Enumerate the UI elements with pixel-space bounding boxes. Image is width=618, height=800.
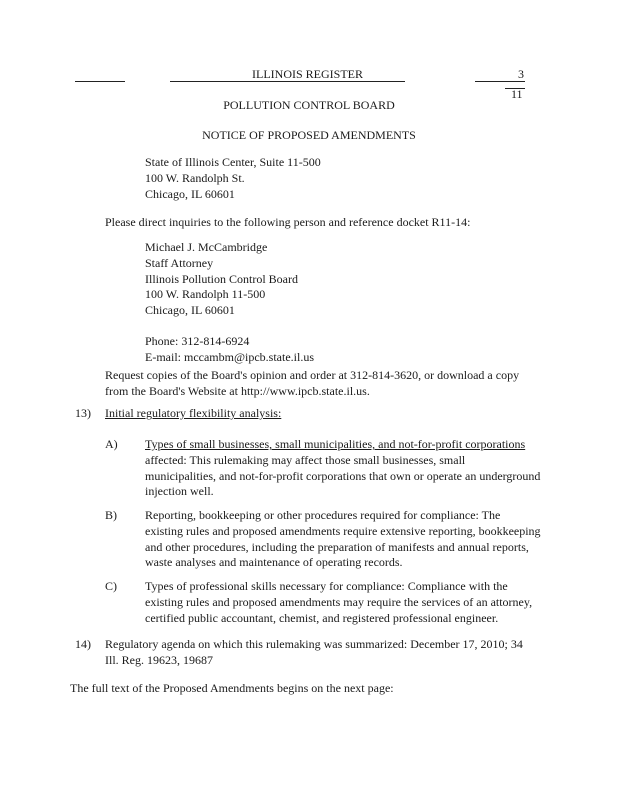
page-number: 3 [518,67,524,81]
item-b-text [145,508,541,571]
item-line: Types of professional skills necessary for compliance: Compliance with the [145,579,508,593]
section-13-number: 13) [75,406,91,420]
item-line: waste analyses and maintenance of operating records. [145,555,403,570]
contact-title: Staff Attorney [145,255,214,270]
item-c-text [145,579,532,626]
item-line: affected: This rulemaking may affect those small businesses, small [145,452,466,467]
item-b-label: B) [105,508,117,522]
item-a-label: A) [105,437,118,451]
notice-title: NOTICE OF PROPOSED AMENDMENTS [202,128,416,142]
header-rule-left [75,81,125,82]
section-13-title: Initial regulatory flexibility analysis: [105,406,282,420]
address-block [145,155,321,202]
contact-block [145,240,314,366]
item-line: Types of small businesses, small municipalities, and not-for-profit corporations [145,437,526,451]
contact-city: Chicago, IL 60601 [145,303,235,318]
contact-phone: Phone: 312-814-6924 [145,333,250,348]
contact-org: Illinois Pollution Control Board [145,271,299,286]
issue-number: 11 [511,87,523,101]
agency-title: POLLUTION CONTROL BOARD [223,98,395,112]
section-14-number: 14) [75,637,91,651]
section-14-line: Regulatory agenda on which this rulemaking was summarized: December 17, 2010; 34 [105,637,523,651]
contact-name: Michael J. McCambridge [145,240,268,254]
item-line: municipalities, and not-for-profit corporations that own or operate an underground [145,468,541,483]
item-line: Reporting, bookkeeping or other procedures required for compliance: The [145,508,501,522]
item-line: existing rules and proposed amendments require extensive reporting, bookkeeping [145,523,541,538]
address-line: State of Illinois Center, Suite 11-500 [145,155,321,169]
closing-line: The full text of the Proposed Amendments begins on the next page: [70,681,394,695]
register-title: ILLINOIS REGISTER [252,67,363,81]
request-line: Request copies of the Board's opinion and order at 312-814-3620, or download a copy [105,368,520,382]
item-line: injection well. [145,484,214,499]
section-14-line: Ill. Reg. 19623, 19687 [105,652,213,667]
item-a-text [145,437,540,500]
contact-email: E-mail: mccambm@ipcb.state.il.us [145,349,315,364]
address-line: 100 W. Randolph St. [145,170,245,185]
section-14-text [105,637,523,669]
inquiry-intro: Please direct inquiries to the following person and reference docket R11-14: [105,215,471,229]
contact-street: 100 W. Randolph 11-500 [145,287,266,302]
item-line: and other procedures, including the preparation of manifests and annual reports, [145,539,529,554]
request-line: from the Board's Website at http://www.ipcb.state.il.us. [105,383,370,398]
request-copies [105,368,519,400]
address-line: Chicago, IL 60601 [145,186,235,201]
item-line: certified public accountant, chemist, and registered professional engineer. [145,610,499,625]
item-c-label: C) [105,579,117,593]
item-line: existing rules and proposed amendments may require the services of an attorney, [145,594,533,609]
